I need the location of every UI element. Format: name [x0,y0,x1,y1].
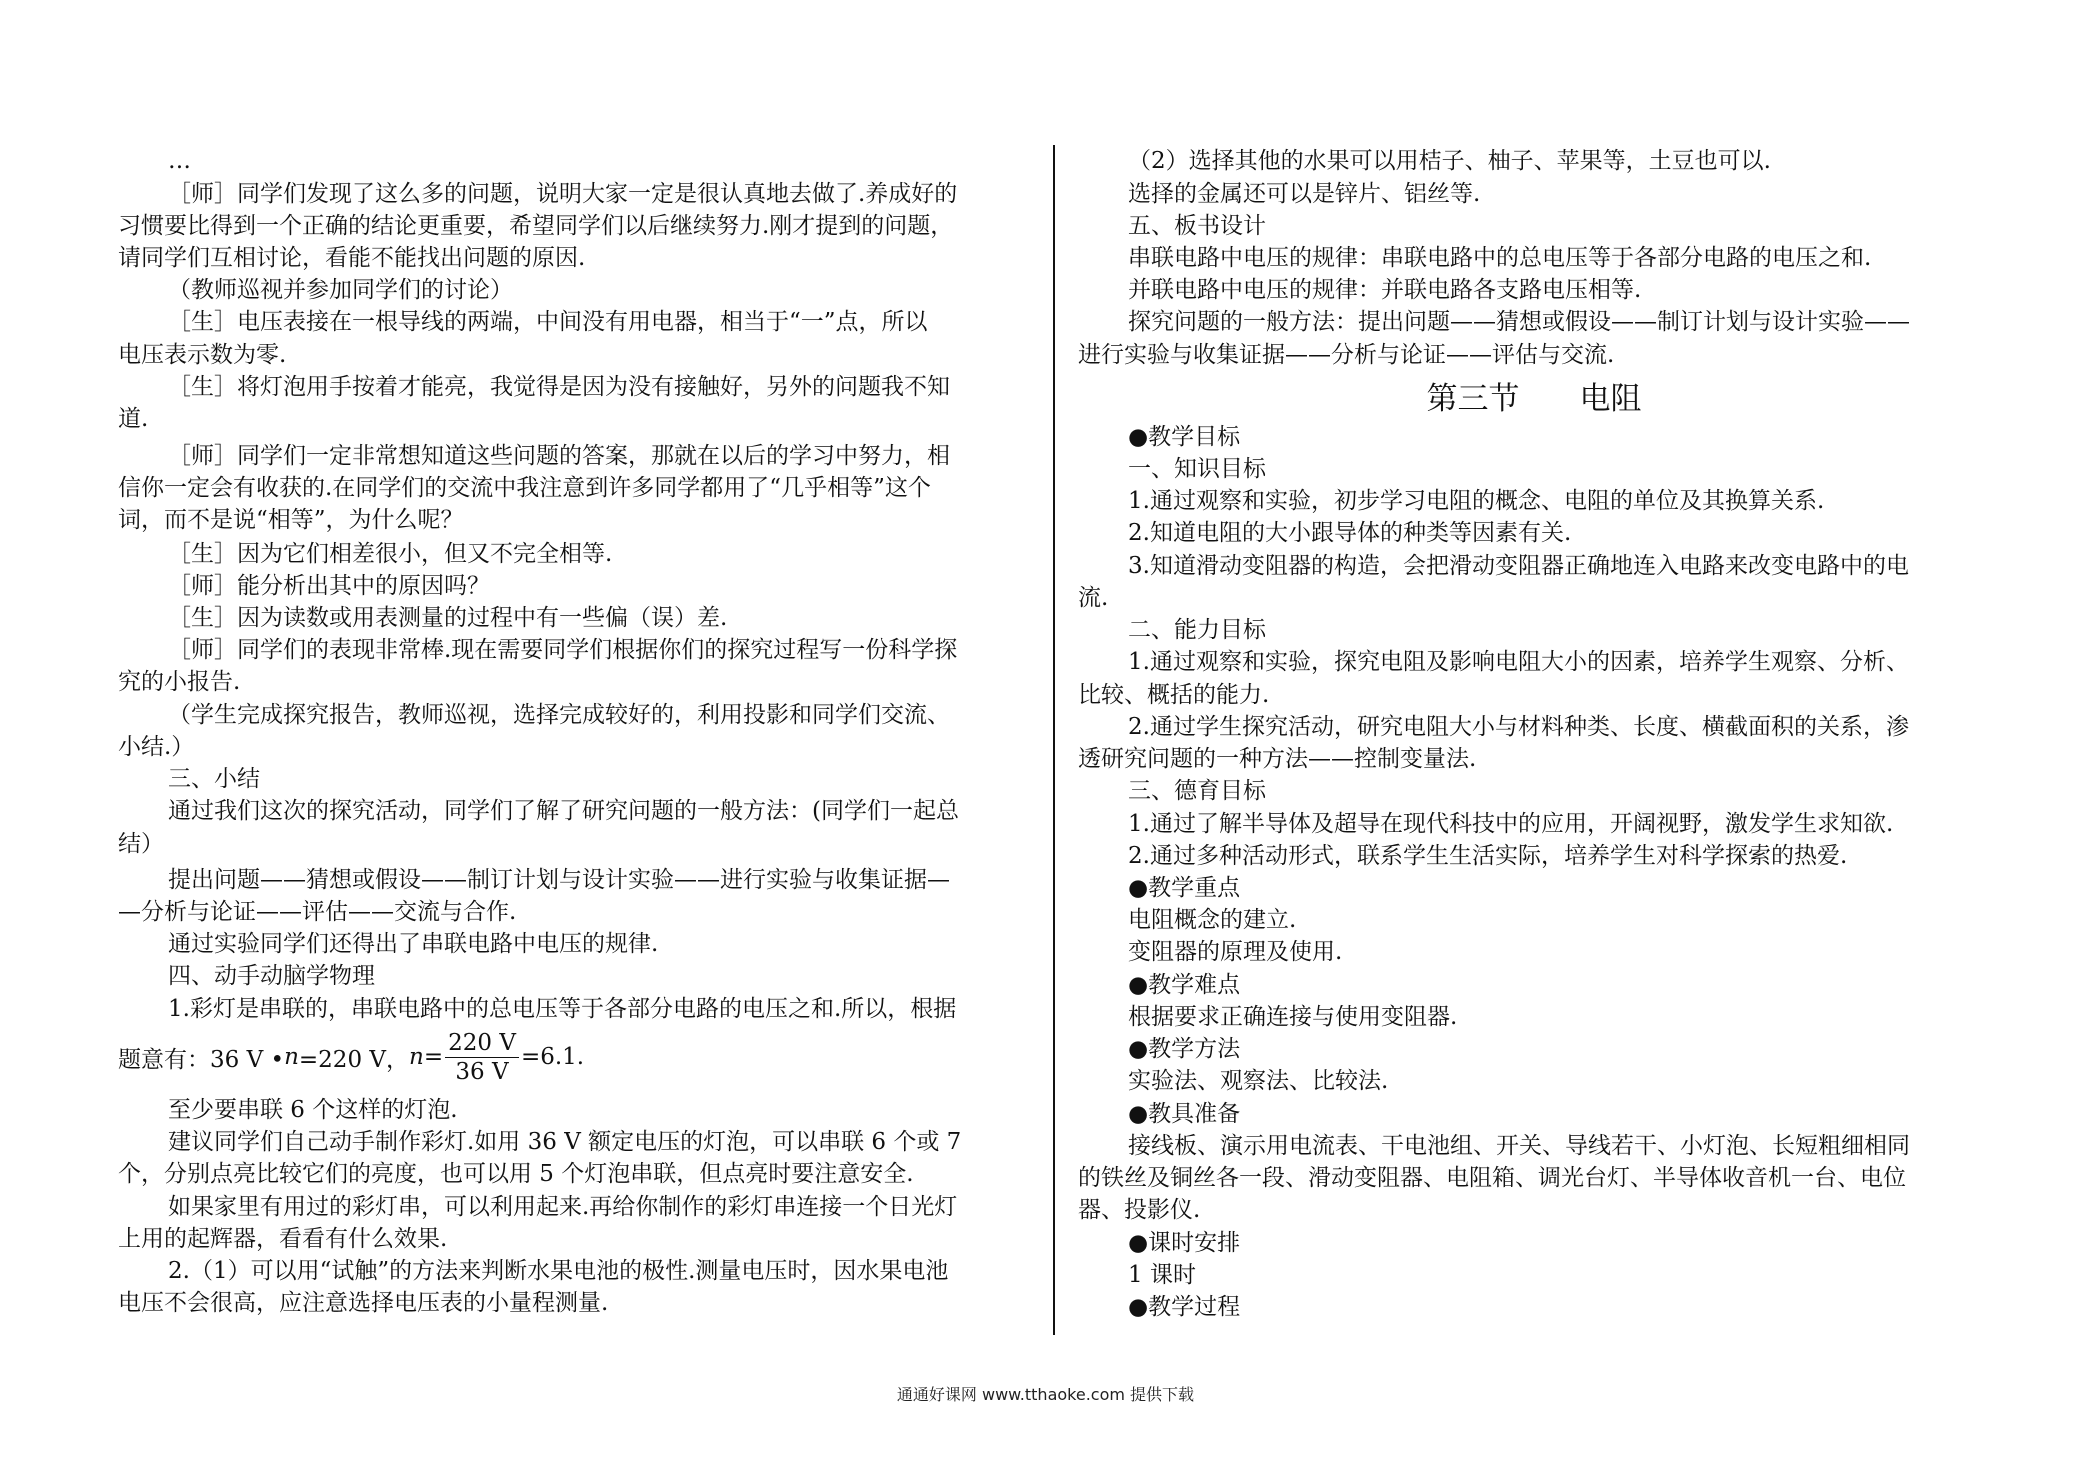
text-line: ［生］将灯泡用手按着才能亮，我觉得是因为没有接触好，另外的问题我不知 [168,374,950,400]
text-line: 1 课时 [1128,1262,1196,1288]
section-heading: 四、动手动脑学物理 [168,963,375,989]
text-line: ［师］同学们的表现非常棒.现在需要同学们根据你们的探究过程写一份科学探 [168,637,958,663]
text-line: 上用的起辉器，看看有什么效果. [118,1226,448,1252]
text-line: 2.（1）可以用“试触”的方法来判断水果电池的极性.测量电压时，因水果电池 [168,1258,949,1284]
text-line: （学生完成探究报告，教师巡视，选择完成较好的，利用投影和同学们交流、 [168,702,950,728]
bullet-heading: ●教学目标 [1128,424,1241,450]
text-line: 接线板、演示用电流表、干电池组、开关、导线若干、小灯泡、长短粗细相同 [1128,1133,1910,1159]
column-divider [1053,145,1055,1335]
section-title-name: 电阻 [1579,381,1642,417]
equation-line [118,1025,584,1089]
bullet-heading: ●教学难点 [1128,972,1241,998]
section-heading: 三、小结 [168,766,260,792]
page-footer: 通通好课网 www.tthaoke.com 提供下载 [896,1385,1195,1404]
text-line: 道. [118,406,149,432]
text-line: 通过我们这次的探究活动，同学们了解了研究问题的一般方法：(同学们一起总 [168,798,959,824]
text-line: 实验法、观察法、比较法. [1128,1068,1389,1094]
text-line: 串联电路中电压的规律：串联电路中的总电压等于各部分电路的电压之和. [1128,245,1872,271]
text-line: 习惯要比得到一个正确的结论更重要，希望同学们以后继续努力.刚才提到的问题， [118,213,954,239]
text-line: 透研究问题的一种方法——控制变量法. [1078,746,1477,772]
fraction [445,1029,519,1086]
text-line: 电压不会很高，应注意选择电压表的小量程测量. [118,1290,609,1316]
text-line: 至少要串联 6 个这样的灯泡. [168,1097,458,1123]
equation-variable: n [284,1044,299,1070]
text-line: 比较、概括的能力. [1078,682,1270,708]
text-line: 请同学们互相讨论，看能不能找出问题的原因. [118,245,586,271]
text-line: 探究问题的一般方法：提出问题——猜想或假设——制订计划与设计实验—— [1128,309,1910,335]
text-line: （教师巡视并参加同学们的讨论） [168,277,513,303]
text-line: 并联电路中电压的规律：并联电路各支路电压相等. [1128,277,1642,303]
section-title [1078,379,1990,419]
text-line: 2.通过多种活动形式，联系学生生活实际，培养学生对科学探索的热爱. [1128,843,1848,869]
text-line: ［师］同学们发现了这么多的问题，说明大家一定是很认真地去做了.养成好的 [168,181,958,207]
text-line: —分析与论证——评估——交流与合作. [118,899,517,925]
text-line: 1.彩灯是串联的，串联电路中的总电压等于各部分电路的电压之和.所以，根据 [168,996,957,1022]
text-line: 的铁丝及铜丝各一段、滑动变阻器、电阻箱、调光台灯、半导体收音机一台、电位 [1078,1165,1906,1191]
text-line: 建议同学们自己动手制作彩灯.如用 36 V 额定电压的灯泡，可以串联 6 个或 7 [168,1129,962,1155]
text-line: 3.知道滑动变阻器的构造，会把滑动变阻器正确地连入电路来改变电路中的电 [1128,553,1909,579]
text-line: 2.知道电阻的大小跟导体的种类等因素有关. [1128,520,1572,546]
section-heading: 三、德育目标 [1128,778,1266,804]
section-heading: 一、知识目标 [1128,456,1266,482]
text-line: 变阻器的原理及使用. [1128,939,1343,965]
text-line: 究的小报告. [118,669,241,695]
fraction-denominator: 36 V [455,1058,509,1085]
text-line: 信你一定会有收获的.在同学们的交流中我注意到许多同学都用了“几乎相等”这个 [118,475,931,501]
text-line: ［师］能分析出其中的原因吗？ [168,573,490,599]
bullet-heading: ●教学方法 [1128,1036,1241,1062]
equation-result: =6.1. [520,1044,585,1070]
text-line: 电压表示数为零. [118,342,287,368]
text-line: 结） [118,831,164,857]
text-line: 2.通过学生探究活动，研究电阻大小与材料种类、长度、横截面积的关系，渗 [1128,714,1909,740]
section-heading: 二、能力目标 [1128,617,1266,643]
bullet-heading: ●课时安排 [1128,1230,1241,1256]
text-line: 小结.） [118,734,195,760]
text-line: ［生］因为读数或用表测量的过程中有一些偏（误）差. [168,605,728,631]
bullet-heading: ●教学重点 [1128,875,1241,901]
text-line: （2）选择其他的水果可以用桔子、柚子、苹果等，土豆也可以. [1128,148,1771,174]
equation-prefix: 题意有：36 V • [118,1046,285,1073]
text-line: 1.通过观察和实验，初步学习电阻的概念、电阻的单位及其换算关系. [1128,488,1825,514]
text-line: 进行实验与收集证据——分析与论证——评估与交流. [1078,342,1615,368]
text-line: 通过实验同学们还得出了串联电路中电压的规律. [168,931,659,957]
text-line: ［师］同学们一定非常想知道这些问题的答案，那就在以后的学习中努力，相 [168,443,950,469]
equation-middle: =220 V， [298,1046,409,1073]
text-line: … [168,148,191,174]
text-line: 器、投影仪. [1078,1197,1201,1223]
equation-equals: = [423,1044,444,1070]
text-line: 提出问题——猜想或假设——制订计划与设计实验——进行实验与收集证据— [168,867,950,893]
text-line: 根据要求正确连接与使用变阻器. [1128,1004,1458,1030]
text-line: 个，分别点亮比较它们的亮度，也可以用 5 个灯泡串联，但点亮时要注意安全. [118,1161,914,1187]
text-line: 选择的金属还可以是锌片、铝丝等. [1128,181,1481,207]
text-line: 1.通过了解半导体及超导在现代科技中的应用，开阔视野，激发学生求知欲. [1128,811,1894,837]
text-line: 1.通过观察和实验，探究电阻及影响电阻大小的因素，培养学生观察、分析、 [1128,649,1909,675]
section-heading: 五、板书设计 [1128,213,1266,239]
text-line: 如果家里有用过的彩灯串，可以利用起来.再给你制作的彩灯串连接一个日光灯 [168,1194,958,1220]
bullet-heading: ●教学过程 [1128,1294,1241,1320]
fraction-numerator: 220 V [445,1029,519,1058]
equation-variable: n [409,1044,424,1070]
text-line: 流. [1078,585,1109,611]
text-line: 词，而不是说“相等”，为什么呢？ [118,507,464,533]
text-line: ［生］因为它们相差很小，但又不完全相等. [168,541,613,567]
text-line: ［生］电压表接在一根导线的两端，中间没有用电器，相当于“一”点，所以 [168,309,928,335]
text-line: 电阻概念的建立. [1128,907,1297,933]
bullet-heading: ●教具准备 [1128,1101,1241,1127]
section-title-number: 第三节 [1426,381,1520,417]
